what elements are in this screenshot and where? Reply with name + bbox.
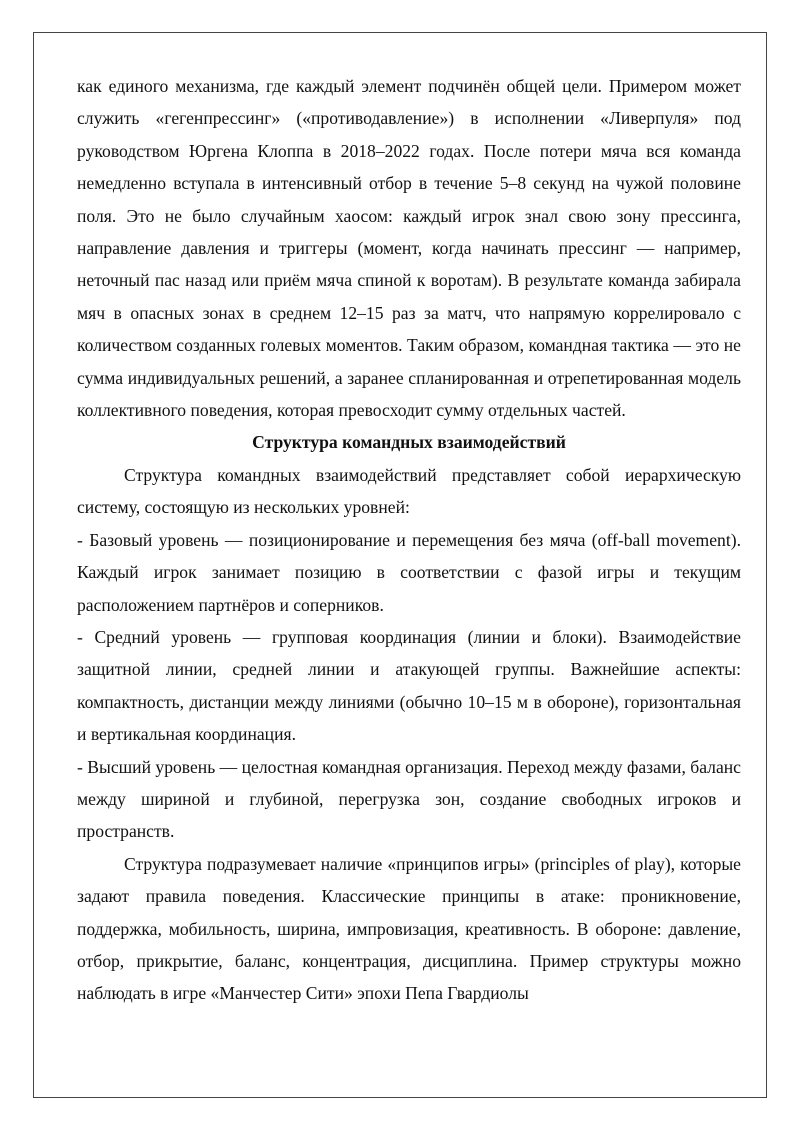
paragraph-tactics-example: как единого механизма, где каждый элемент подчинён общей цели. Примером может служить «гегенпрессинг» («противодавление») в исполнении «Ливерпуля» под руководством Юргена Клоппа в 2018–2022 годах. После потери мяча вся команда немедленно вступала в интенсивный отбор в течение 5–8 секунд на чужой половине поля. Это не было случайным хаосом: каждый игрок знал свою зону прессинга, направление давления и триггеры (момент, когда начинать прессинг — например, неточный пас назад или приём мяча спиной к воротам). В результате команда забирала мяч в опасных зонах в среднем 12–15 раз за матч, что напрямую коррелировало с количеством созданных голевых моментов. Таким образом, командная тактика — это не сумма индивидуальных решений, а заранее спланированная и отрепетированная модель коллективного поведения, которая превосходит сумму отдельных частей.: [77, 76, 741, 421]
list-item-basic-level: - Базовый уровень — позиционирование и перемещения без мяча (off-ball movement). Каждый игрок занимает позицию в соответствии с фазой игры и текущим расположением партнёров и соперников.: [77, 529, 741, 615]
document-body: [77, 70, 741, 1010]
list-item-higher-level: - Высший уровень — целостная командная организация. Переход между фазами, баланс между шириной и глубиной, перегрузка зон, создание свободных игроков и пространств.: [77, 756, 741, 842]
section-heading: Структура командных взаимодействий: [252, 432, 566, 453]
list-item-middle-level: - Средний уровень — групповая координация (линии и блоки). Взаимодействие защитной линии, средней линии и атакующей группы. Важнейшие аспекты: компактность, дистанции между линиями (обычно 10–15 м в обороне), горизонтальная и вертикальная координация.: [77, 626, 741, 745]
paragraph-structure-intro: Структура командных взаимодействий представляет собой иерархическую систему, состоящую из нескольких уровней:: [77, 464, 741, 518]
paragraph-principles-of-play: Структура подразумевает наличие «принципов игры» (principles of play), которые задают правила поведения. Классические принципы в атаке: проникновение, поддержка, мобильность, ширина, импровизация, креативность. В обороне: давление, отбор, прикрытие, баланс, концентрация, дисциплина. Пример структуры можно наблюдать в игре «Манчестер Сити» эпохи Пепа Гвардиолы: [77, 853, 741, 1004]
